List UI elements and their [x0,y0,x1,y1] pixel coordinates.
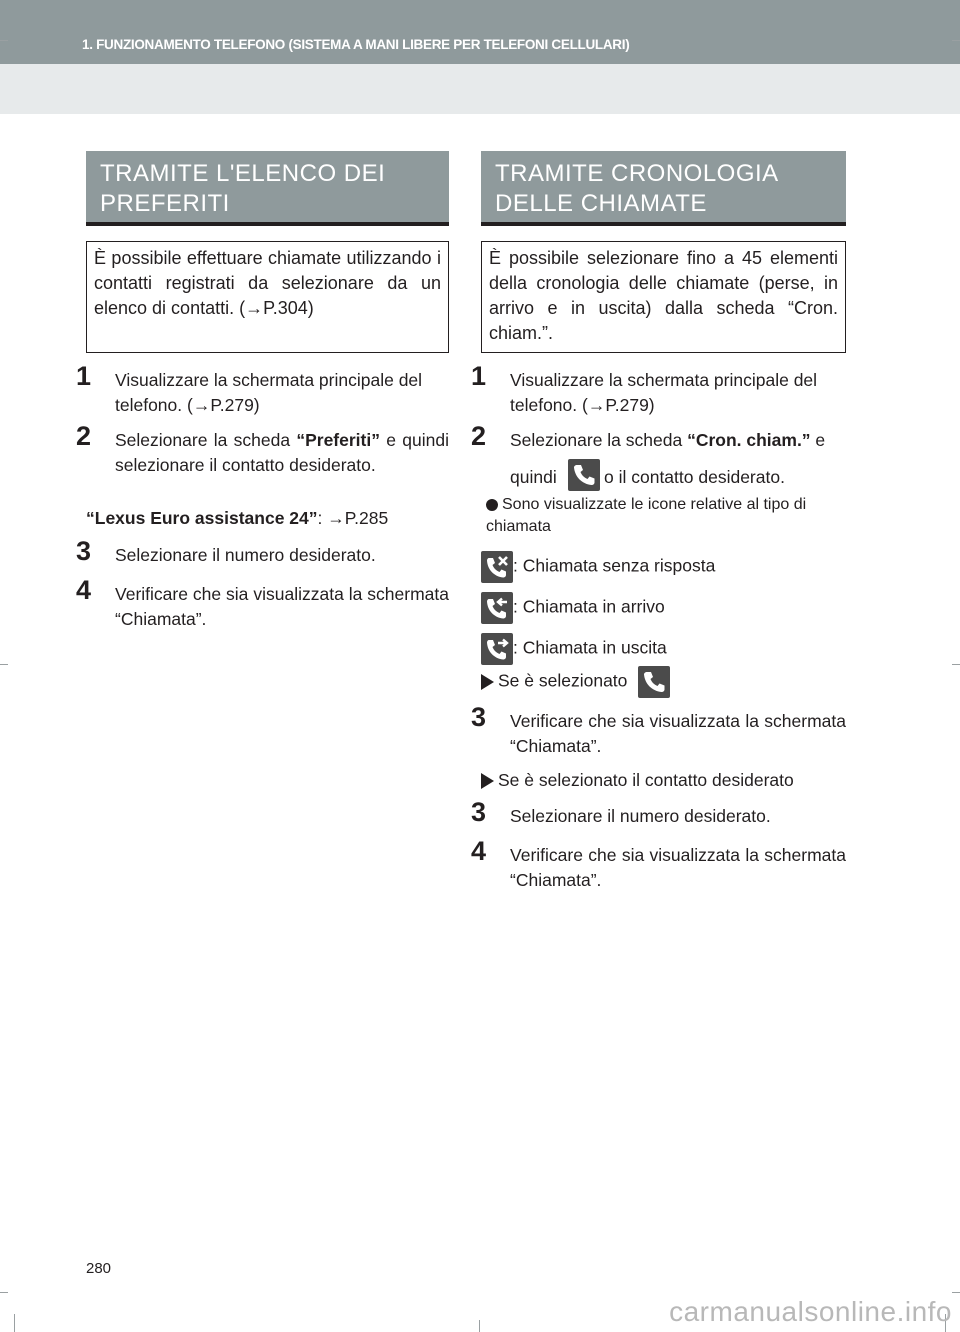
step-2-right [471,421,846,453]
assistance-note [86,506,388,531]
step-number: 1 [76,361,92,391]
triangle-bullet-icon [481,773,494,789]
step-number: 2 [471,421,487,451]
case1-step-3 [471,702,846,759]
legend-missed [481,551,715,585]
header-band [0,0,960,64]
crop-mark [0,664,8,665]
legend-label: : Chiamata in arrivo [513,596,665,617]
intro-box-favorites: È possibile effettuare chiamate utilizzando i contatti registrati da selezionare da un elenco di contatti. (→P.304) [86,241,449,353]
bullet-icons-note [486,494,848,538]
step-text: Selezionare il numero desiderato. [115,545,376,565]
step-1-left [76,361,449,418]
assistance-ref: : →P.285 [317,508,389,528]
tab-call-history-label: “Cron. chiam.” [687,430,811,450]
crop-mark [14,1314,15,1332]
step-text: Verificare che sia visualizzata la schermata “Chiamata”. [510,711,846,756]
bullet-icon [486,499,498,511]
step-number: 2 [76,421,92,451]
chapter-title: 1. FUNZIONAMENTO TELEFONO (SISTEMA A MANI LIBERE PER TELEFONI CELLULARI) [82,37,630,52]
outgoing-call-icon [481,633,513,665]
step-number: 3 [471,797,487,827]
watermark: carmanualsonline.info [669,1296,952,1327]
step-number: 3 [76,536,92,566]
heading-line: DELLE CHIAMATE [495,190,707,217]
crop-mark [952,664,960,665]
step-2-right-line2 [510,459,850,495]
step-text: Verificare che sia visualizzata la schermata “Chiamata”. [510,845,846,890]
case2-step-3 [471,797,846,829]
section-heading-favorites [86,151,449,226]
step-text: Visualizzare la schermata principale del telefono. (→P.279) [510,370,818,415]
assistance-label: “Lexus Euro assistance 24” [86,508,318,528]
case-text: Se è selezionato il contatto desiderato [498,770,794,790]
step-text-part: quindi [510,467,557,487]
page-number: 280 [86,1260,112,1277]
legend-incoming [481,592,665,626]
incoming-call-icon [481,592,513,624]
step-3-left [76,536,449,568]
step-number: 3 [471,702,487,732]
case-text: Se è selezionato [498,670,628,691]
heading-line: TRAMITE L'ELENCO DEI [100,160,386,187]
step-text: Verificare che sia visualizzata la schermata “Chiamata”. [115,584,449,629]
crop-mark [952,1292,960,1293]
bullet-text: Sono visualizzate le icone relative al tipo di chiamata [486,496,807,535]
missed-call-icon [481,551,513,583]
step-text-part: e quindi selezionare il contatto desiderato. [115,430,449,475]
intro-box-call-history: È possibile selezionare fino a 45 elementi della cronologia delle chiamate (perse, in arrivo e in uscita) dalla scheda “Cron. chiam.”. [481,241,846,353]
step-4-left [76,575,449,632]
crop-mark [0,40,8,41]
header-subband [0,64,960,114]
case-selected-phone [481,666,670,700]
crop-mark [0,1292,8,1293]
crop-mark [479,1320,480,1332]
step-text-part: Selezionare la scheda [115,430,297,450]
step-text [510,428,846,453]
crop-mark [952,40,960,41]
step-number: 4 [76,575,92,605]
triangle-bullet-icon [481,674,494,690]
legend-outgoing [481,633,667,667]
phone-icon [568,459,600,491]
step-text [115,428,449,478]
heading-line: PREFERITI [100,190,230,217]
section-heading-call-history [481,151,846,226]
step-2-left [76,421,449,478]
legend-label: : Chiamata in uscita [513,637,667,658]
tab-favorites-label: “Preferiti” [296,430,380,450]
step-text-part: e [810,430,826,450]
step-text: Selezionare il numero desiderato. [510,806,771,826]
step-number: 4 [471,836,487,866]
step-text: Visualizzare la schermata principale del telefono. (→P.279) [115,370,423,415]
heading-line: TRAMITE CRONOLOGIA [495,160,779,187]
case-selected-contact [481,768,794,793]
phone-icon [638,666,670,698]
step-text-part: Selezionare la scheda [510,430,688,450]
step-number: 1 [471,361,487,391]
legend-label: : Chiamata senza risposta [513,555,716,576]
step-1-right [471,361,846,418]
step-text-part: o il contatto desiderato. [604,467,785,487]
case2-step-4 [471,836,846,893]
